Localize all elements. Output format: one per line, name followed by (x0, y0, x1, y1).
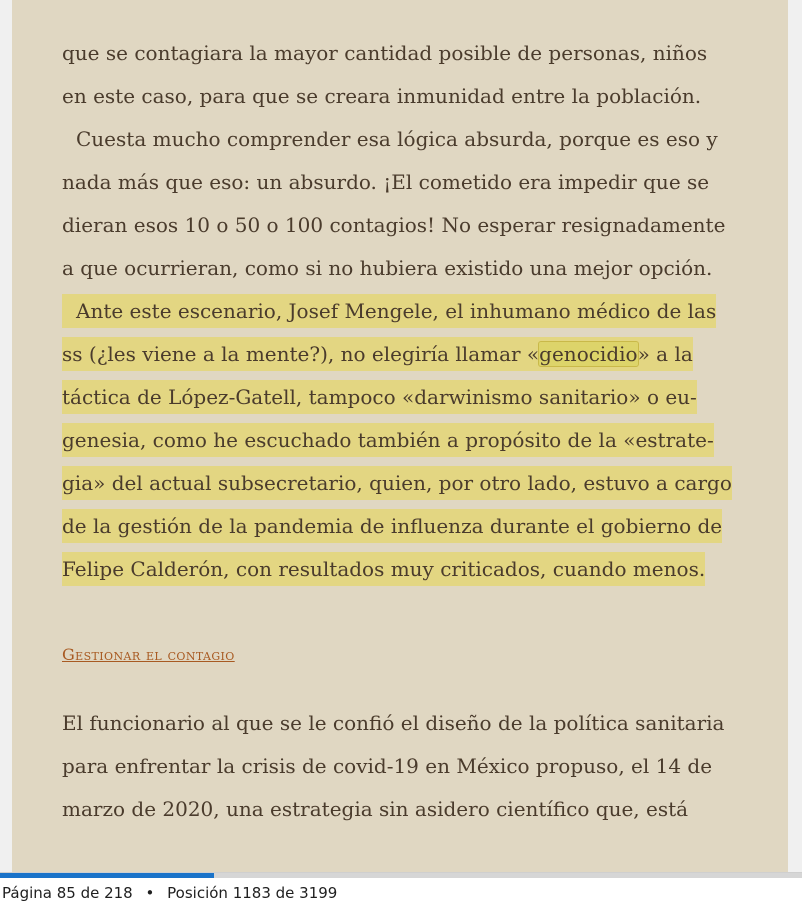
highlighted-line[interactable] (62, 552, 705, 586)
page-indicator: Página 85 de 218 (2, 884, 133, 902)
section-heading-link[interactable]: Gestionar el contagio (62, 645, 235, 664)
right-margin (788, 0, 802, 872)
text-line: que se contagiara la mayor cantidad posible de personas, niños (62, 41, 708, 65)
highlighted-line[interactable] (62, 337, 693, 371)
text-line: nada más que eso: un absurdo. ¡El cometido era impedir que se (62, 170, 710, 194)
text-line: Cuesta mucho comprender esa lógica absurda, porque es eso y (76, 127, 718, 151)
highlight-text: gia» del actual subsecretario, quien, por otro lado, estuvo a cargo (62, 466, 732, 500)
highlighted-line[interactable] (62, 294, 716, 328)
reading-progress-fill (0, 873, 214, 878)
highlight-text: Felipe Calderón, con resultados muy criticados, cuando menos. (62, 552, 705, 586)
highlight-text: de la gestión de la pandemia de influenza durante el gobierno de (62, 509, 722, 543)
highlighted-line[interactable] (62, 380, 697, 414)
highlighted-line[interactable] (62, 509, 722, 543)
text-line: El funcionario al que se le confió el diseño de la política sanitaria (62, 711, 725, 735)
separator-dot: • (145, 884, 155, 902)
highlighted-line[interactable] (62, 466, 732, 500)
highlighted-line[interactable] (62, 423, 714, 457)
text-line: en este caso, para que se creara inmunidad entre la población. (62, 84, 702, 108)
reader-page (12, 0, 788, 872)
highlight-text: Ante este escenario, Josef Mengele, el inhumano médico de las (62, 294, 716, 328)
text-line: para enfrentar la crisis de covid-19 en México propuso, el 14 de (62, 754, 713, 778)
highlight-text: ss (¿les viene a la mente?), no elegiría llamar « (62, 342, 540, 366)
text-line: marzo de 2020, una estrategia sin asidero científico que, está (62, 797, 689, 821)
location-indicator: Posición 1183 de 3199 (167, 884, 338, 902)
text-line: dieran esos 10 o 50 o 100 contagios! No esperar resignadamente (62, 213, 726, 237)
highlight-text: » a la (637, 342, 693, 366)
highlight-text: táctica de López-Gatell, tampoco «darwinismo sanitario» o eu- (62, 380, 697, 414)
status-bar (0, 872, 802, 909)
reading-progress-bar[interactable] (0, 873, 802, 878)
highlight-text: genesia, como he escuchado también a propósito de la «estrate- (62, 423, 714, 457)
status-text (2, 884, 337, 902)
text-line: a que ocurrieran, como si no hubiera existido una mejor opción. (62, 256, 713, 280)
selected-word[interactable]: genocidio (539, 342, 638, 366)
